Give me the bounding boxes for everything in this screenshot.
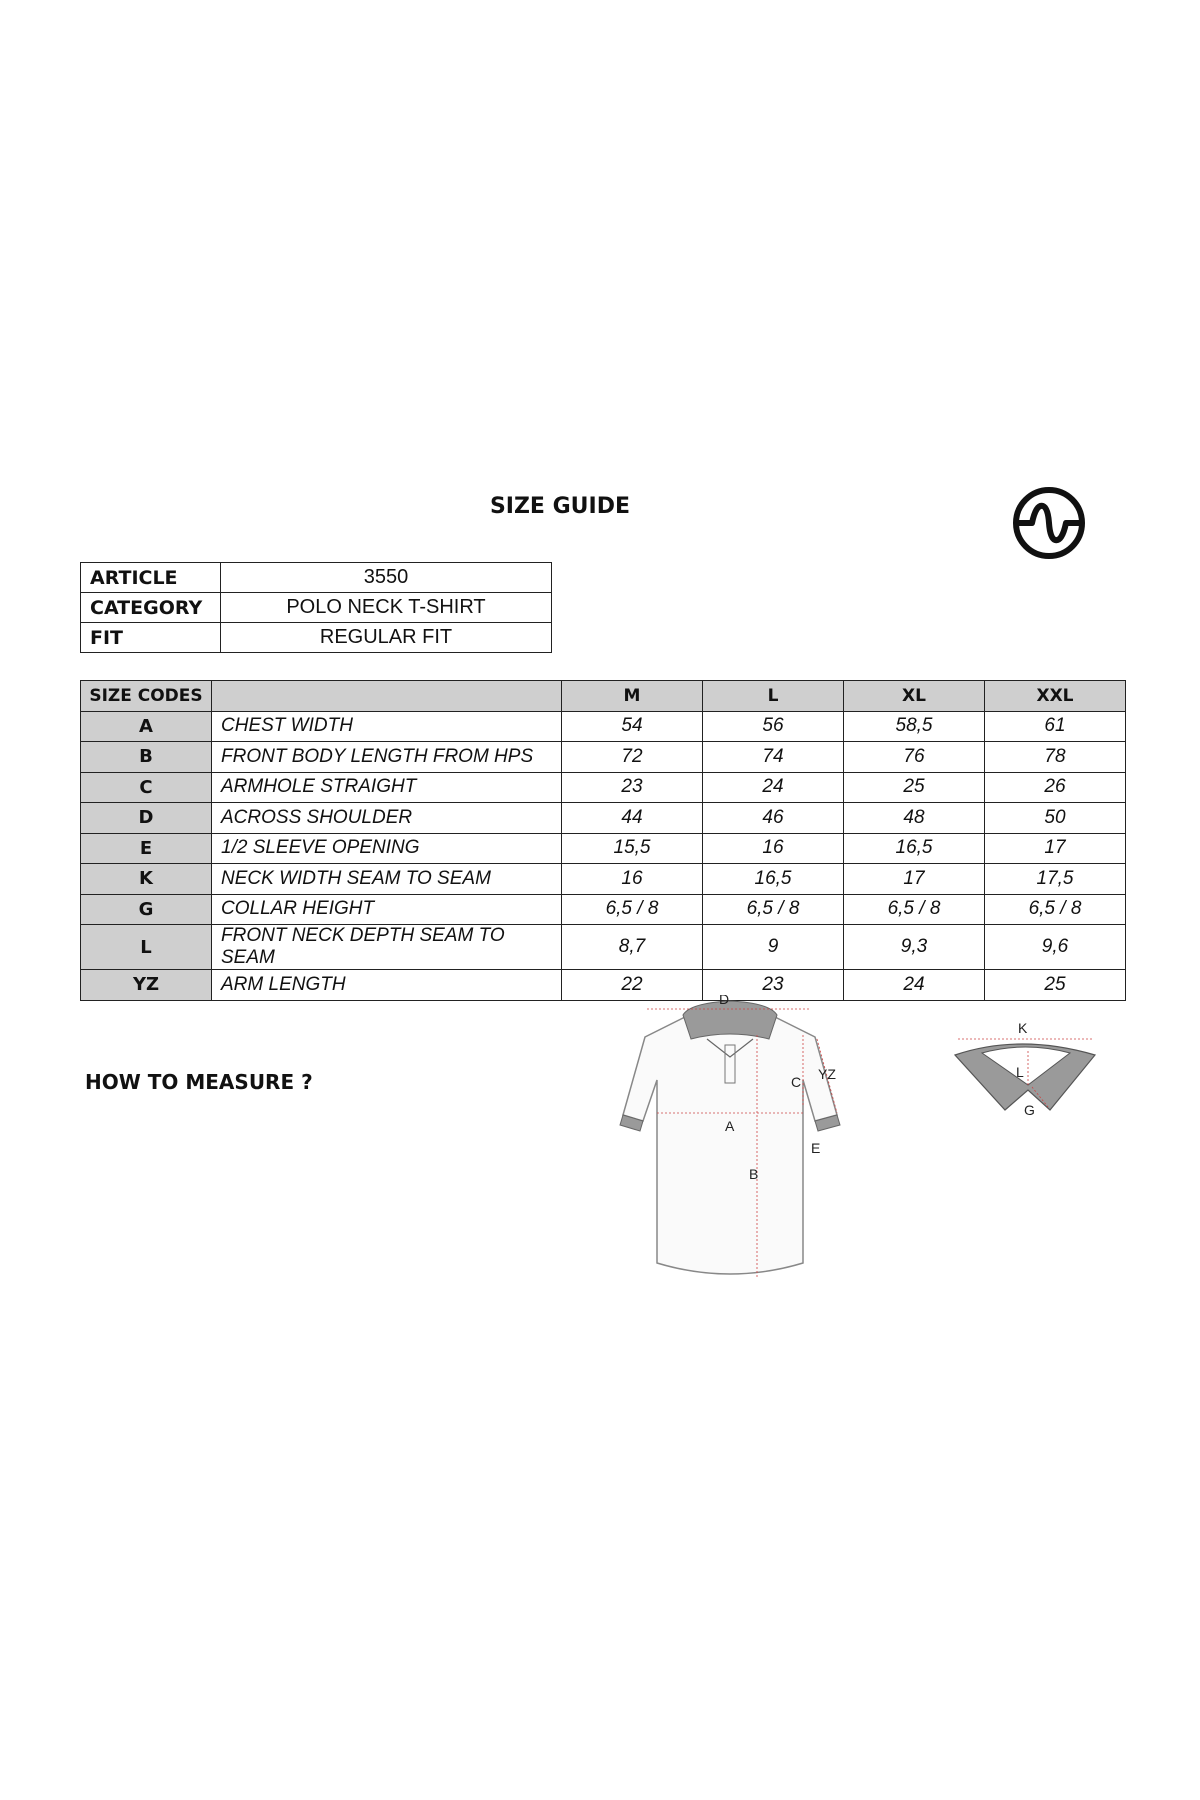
size-code-cell: D [81, 803, 212, 834]
size-header-m: M [562, 681, 703, 712]
diagram-label-d: D [719, 995, 730, 1007]
measurement-value-xl: 48 [844, 803, 985, 834]
measurement-description: ARMHOLE STRAIGHT [212, 772, 562, 803]
measurement-value-l: 16,5 [703, 864, 844, 895]
measurement-value-xxl: 17,5 [985, 864, 1126, 895]
collar-label-g: G [1024, 1102, 1035, 1118]
measurement-value-m: 23 [562, 772, 703, 803]
page-title: SIZE GUIDE [489, 494, 631, 519]
measurement-value-l: 46 [703, 803, 844, 834]
measurement-value-l: 24 [703, 772, 844, 803]
table-row [81, 803, 1126, 834]
measurement-value-xl: 25 [844, 772, 985, 803]
article-info-key: CATEGORY [81, 593, 221, 623]
diagram-label-b: B [749, 1166, 759, 1182]
table-row [81, 711, 1126, 742]
collar-label-l: L [1016, 1064, 1024, 1080]
table-row [81, 894, 1126, 925]
measurement-value-m: 15,5 [562, 833, 703, 864]
article-info-value: 3550 [221, 563, 552, 593]
size-code-cell: B [81, 742, 212, 773]
description-header [212, 681, 562, 712]
table-row [81, 864, 1126, 895]
measurement-value-m: 44 [562, 803, 703, 834]
collar-diagram [950, 1015, 1100, 1125]
measurement-value-m: 16 [562, 864, 703, 895]
size-code-cell: A [81, 711, 212, 742]
measurement-value-xl: 76 [844, 742, 985, 773]
measurement-value-m: 22 [562, 970, 703, 1001]
measurement-value-m: 72 [562, 742, 703, 773]
measurement-description: COLLAR HEIGHT [212, 894, 562, 925]
measurement-value-m: 54 [562, 711, 703, 742]
article-info-row [81, 593, 552, 623]
size-code-cell: C [81, 772, 212, 803]
article-info-value: REGULAR FIT [221, 623, 552, 653]
diagram-label-yz: YZ [818, 1066, 836, 1082]
article-info-key: ARTICLE [81, 563, 221, 593]
table-row [81, 772, 1126, 803]
table-row [81, 742, 1126, 773]
measurement-value-xxl: 26 [985, 772, 1126, 803]
measurement-value-xl: 58,5 [844, 711, 985, 742]
collar-label-k: K [1018, 1020, 1028, 1036]
article-info-key: FIT [81, 623, 221, 653]
measurement-description: NECK WIDTH SEAM TO SEAM [212, 864, 562, 895]
measurement-description: ACROSS SHOULDER [212, 803, 562, 834]
measurement-description: ARM LENGTH [212, 970, 562, 1001]
measurement-description: FRONT BODY LENGTH FROM HPS [212, 742, 562, 773]
size-header-xl: XL [844, 681, 985, 712]
size-codes-header: SIZE CODES [81, 681, 212, 712]
measurement-description: FRONT NECK DEPTH SEAM TO SEAM [212, 925, 562, 970]
measurement-value-l: 16 [703, 833, 844, 864]
diagram-label-e: E [811, 1140, 821, 1156]
table-row [81, 925, 1126, 970]
measurement-value-xl: 9,3 [844, 925, 985, 970]
size-header-l: L [703, 681, 844, 712]
size-code-cell: L [81, 925, 212, 970]
measurement-value-xxl: 50 [985, 803, 1126, 834]
article-info-row [81, 563, 552, 593]
measurement-value-xxl: 25 [985, 970, 1126, 1001]
measurement-value-l: 6,5 / 8 [703, 894, 844, 925]
article-info-row [81, 623, 552, 653]
measurement-value-xxl: 9,6 [985, 925, 1126, 970]
size-code-cell: YZ [81, 970, 212, 1001]
table-row [81, 833, 1126, 864]
measurement-value-xl: 17 [844, 864, 985, 895]
measurement-value-m: 8,7 [562, 925, 703, 970]
article-info-value: POLO NECK T-SHIRT [221, 593, 552, 623]
measurement-value-l: 74 [703, 742, 844, 773]
size-code-cell: G [81, 894, 212, 925]
measurement-value-m: 6,5 / 8 [562, 894, 703, 925]
size-code-cell: E [81, 833, 212, 864]
diagram-label-a: A [725, 1118, 735, 1134]
measurement-description: CHEST WIDTH [212, 711, 562, 742]
diagram-label-c: C [791, 1074, 802, 1090]
wave-logo-icon [1010, 484, 1088, 562]
size-code-cell: K [81, 864, 212, 895]
measurement-value-xxl: 78 [985, 742, 1126, 773]
measurement-value-xxl: 6,5 / 8 [985, 894, 1126, 925]
size-header-xxl: XXL [985, 681, 1126, 712]
measurement-value-l: 23 [703, 970, 844, 1001]
measurement-value-xxl: 61 [985, 711, 1126, 742]
shirt-diagram [615, 995, 845, 1295]
measurement-value-l: 56 [703, 711, 844, 742]
measurement-value-l: 9 [703, 925, 844, 970]
table-row [81, 970, 1126, 1001]
measurement-value-xl: 6,5 / 8 [844, 894, 985, 925]
measurement-value-xl: 16,5 [844, 833, 985, 864]
size-table [80, 680, 1126, 1001]
measurement-value-xxl: 17 [985, 833, 1126, 864]
article-info-table [80, 562, 552, 653]
how-to-measure-heading: HOW TO MEASURE ? [85, 1070, 313, 1094]
size-table-header [81, 681, 1126, 712]
measurement-description: 1/2 SLEEVE OPENING [212, 833, 562, 864]
measurement-value-xl: 24 [844, 970, 985, 1001]
